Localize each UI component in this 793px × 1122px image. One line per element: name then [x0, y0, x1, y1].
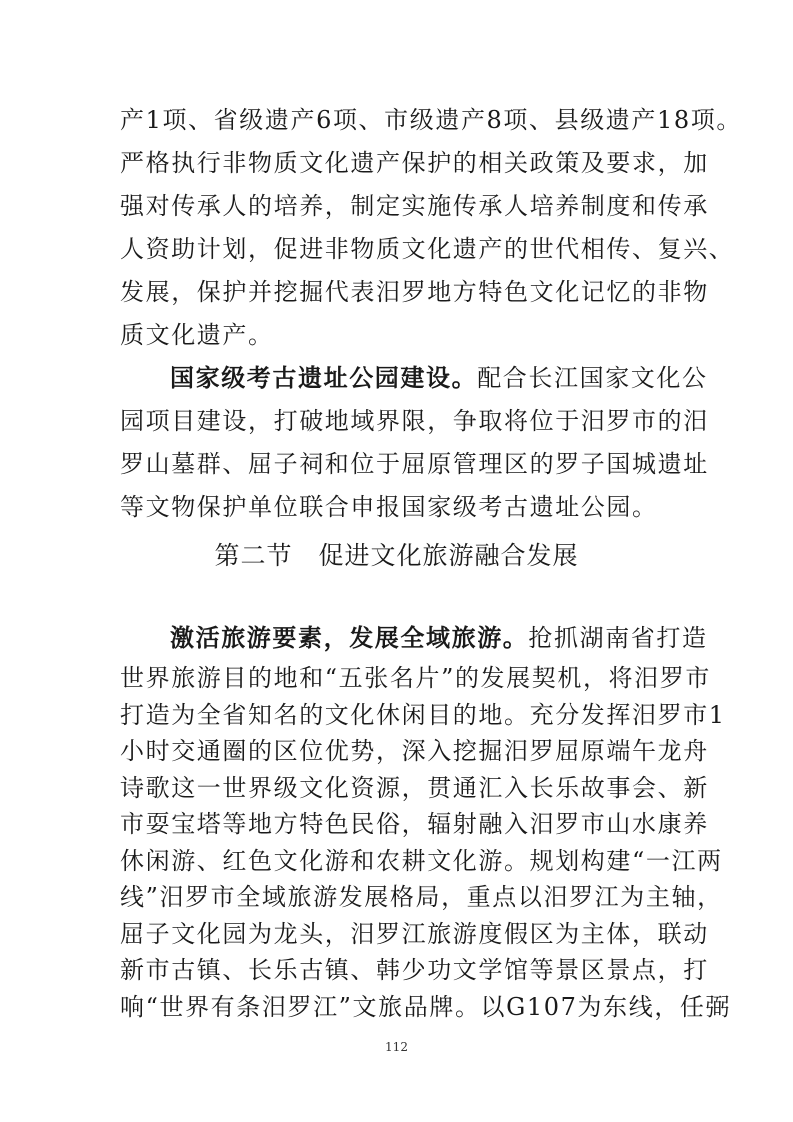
- paragraph-line: 产1项、省级遗产6项、市级遗产8项、县级遗产18项。: [120, 106, 742, 134]
- paragraph-line: 发展，保护并挖掘代表汨罗地方特色文化记忆的非物: [120, 278, 709, 306]
- paragraph-line: 园项目建设，打破地域界限，争取将位于汨罗市的汨: [120, 407, 709, 435]
- paragraph-line: 质文化遗产。: [120, 321, 274, 349]
- paragraph-first-line: [170, 620, 708, 656]
- paragraph-line: 市耍宝塔等地方特色民俗，辐射融入汨罗市山水康养: [120, 810, 709, 838]
- section-heading: 第二节 促进文化旅游融合发展: [214, 541, 579, 570]
- paragraph-line: 打造为全省知名的文化休闲目的地。充分发挥汨罗市1: [120, 701, 726, 729]
- paragraph-line: 小时交通圈的区位优势，深入挖掘汨罗屈原端午龙舟: [120, 737, 709, 765]
- paragraph-line: 罗山墓群、屈子祠和位于屈原管理区的罗子国城遗址: [120, 450, 709, 478]
- paragraph-line: 响“世界有条汨罗江”文旅品牌。以G107为东线，任弼: [120, 993, 732, 1021]
- paragraph-lead-bold: 激活旅游要素，发展全域旅游。: [170, 623, 529, 652]
- paragraph-line: 屈子文化园为龙头，汨罗江旅游度假区为主体，联动: [120, 920, 709, 948]
- paragraph-line: 新市古镇、长乐古镇、韩少功文学馆等景区景点，打: [120, 956, 709, 984]
- paragraph-lead-bold: 国家级考古遗址公园建设。: [170, 363, 478, 392]
- paragraph-line: 严格执行非物质文化遗产保护的相关政策及要求，加: [120, 149, 709, 177]
- paragraph-line: 强对传承人的培养，制定实施传承人培养制度和传承: [120, 192, 709, 220]
- paragraph-line: 休闲游、红色文化游和农耕文化游。规划构建“一江两: [120, 847, 723, 875]
- paragraph-line: 世界旅游目的地和“五张名片”的发展契机，将汨罗市: [120, 664, 711, 692]
- paragraph-line: 人资助计划，促进非物质文化遗产的世代相传、复兴、: [120, 235, 735, 263]
- page-number: 112: [385, 1040, 408, 1054]
- paragraph-line: 等文物保护单位联合申报国家级考古遗址公园。: [120, 493, 658, 521]
- paragraph-line: 诗歌这一世界级文化资源，贯通汇入长乐故事会、新: [120, 774, 709, 802]
- paragraph-text: 配合长江国家文化公: [477, 364, 708, 392]
- paragraph-first-line: [170, 360, 708, 396]
- paragraph-text: 抢抓湖南省打造: [528, 624, 708, 652]
- paragraph-line: 线”汨罗市全域旅游发展格局，重点以汨罗江为主轴，: [120, 883, 723, 911]
